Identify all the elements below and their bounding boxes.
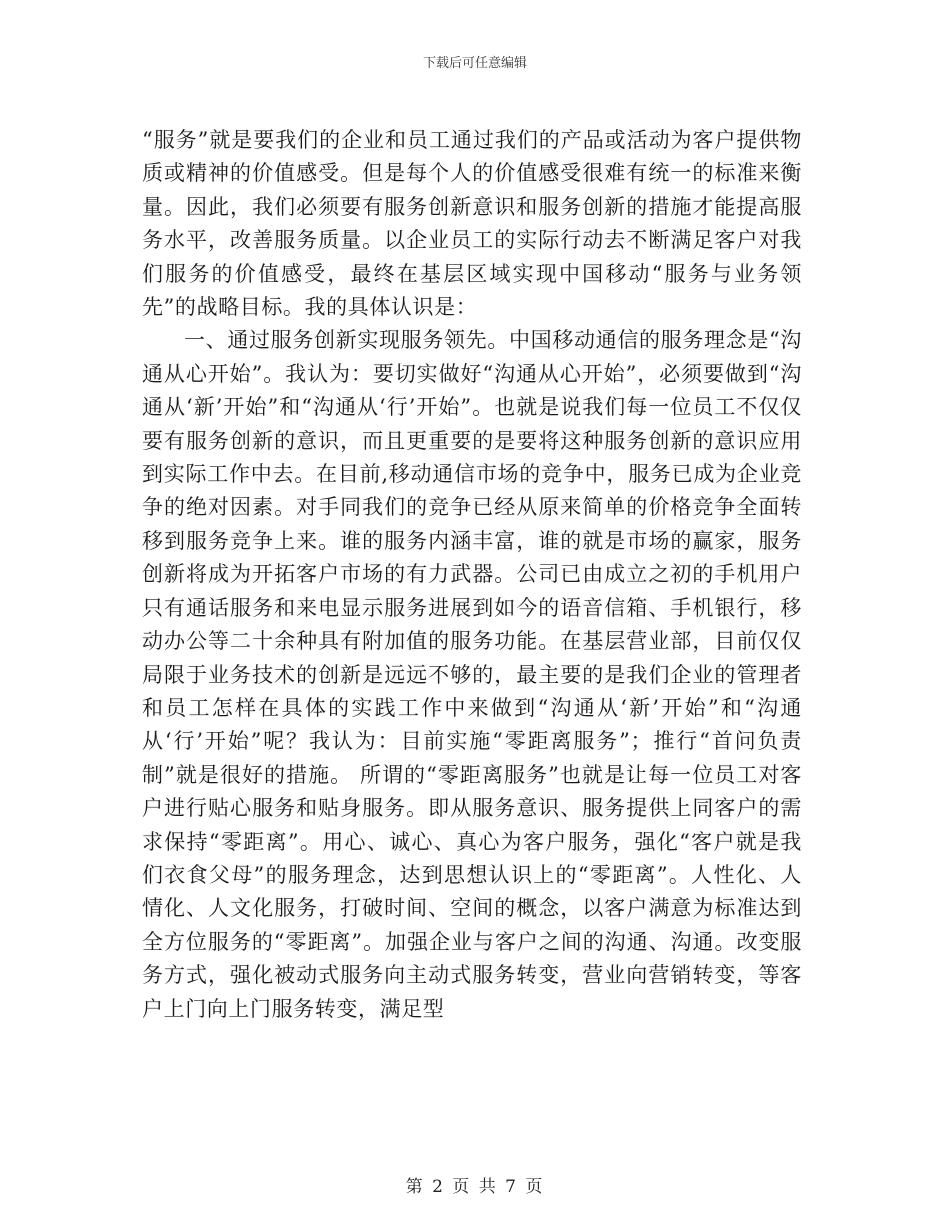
body-paragraph-2: 一、通过服务创新实现服务领先。中国移动通信的服务理念是“沟通从心开始”。我认为：要切实做好“沟通从心开始”，必须要做到“沟通从‘新’开始”和“沟通从‘行’开始”。也就是说我们每一位员工不仅仅要有服务创新的意识，而且更重要的是要将这种服务创新的意识应用到实际工作中去。在目前,移动通信市场的竞争中，服务已成为企业竞争的绝对因素。对手同我们的竞争已经从原来简单的价格竞争全面转移到服务竞争上来。谁的服务内涵丰富，谁的就是市场的赢家，服务创新将成为开拓客户市场的有力武器。公司已由成立之初的手机用户只有通话服务和来电显示服务进展到如今的语音信箱、手机银行，移动办公等二十余种具有附加值的服务功能。在基层营业部，目前仅仅局限于业务技术的创新是远远不够的，最主要的是我们企业的管理者和员工怎样在具体的实践工作中来做到“沟通从‘新’开始”和“沟通从‘行’开始”呢？我认为：目前实施“零距离服务”；推行“首问负责制”就是很好的措施。 所谓的“零距离服务”也就是让每一位员工对客户进行贴心服务和贴身服务。即从服务意识、服务提供上同客户的需求保持“零距离”。用心、诚心、真心为客户服务，强化“客户就是我们衣食父母”的服务理念，达到思想认识上的“零距离”。人性化、人情化、人文化服务，打破时间、空间的概念，以客户满意为标准达到全方位服务的“零距离”。加强企业与客户之间的沟通、沟通。改变服务方式，强化被动式服务向主动式服务转变，营业向营销转变，等客户上门向上门服务转变，满足型	[142, 328, 802, 1021]
body-paragraph-1: “服务”就是要我们的企业和员工通过我们的产品或活动为客户提供物质或精神的价值感受。但是每个人的价值感受很难有统一的标准来衡量。因此，我们必须要有服务创新意识和服务创新的措施才能提高服务水平，改善服务质量。以企业员工的实际行动去不断满足客户对我们服务的价值感受，最终在基层区域实现中国移动“服务与业务领先”的战略目标。我的具体认识是：	[142, 128, 802, 320]
page-footer: 第 2 页 共 7 页	[405, 1177, 545, 1197]
document-body	[142, 124, 802, 1026]
page-header: 下载后可任意编辑	[422, 56, 527, 71]
